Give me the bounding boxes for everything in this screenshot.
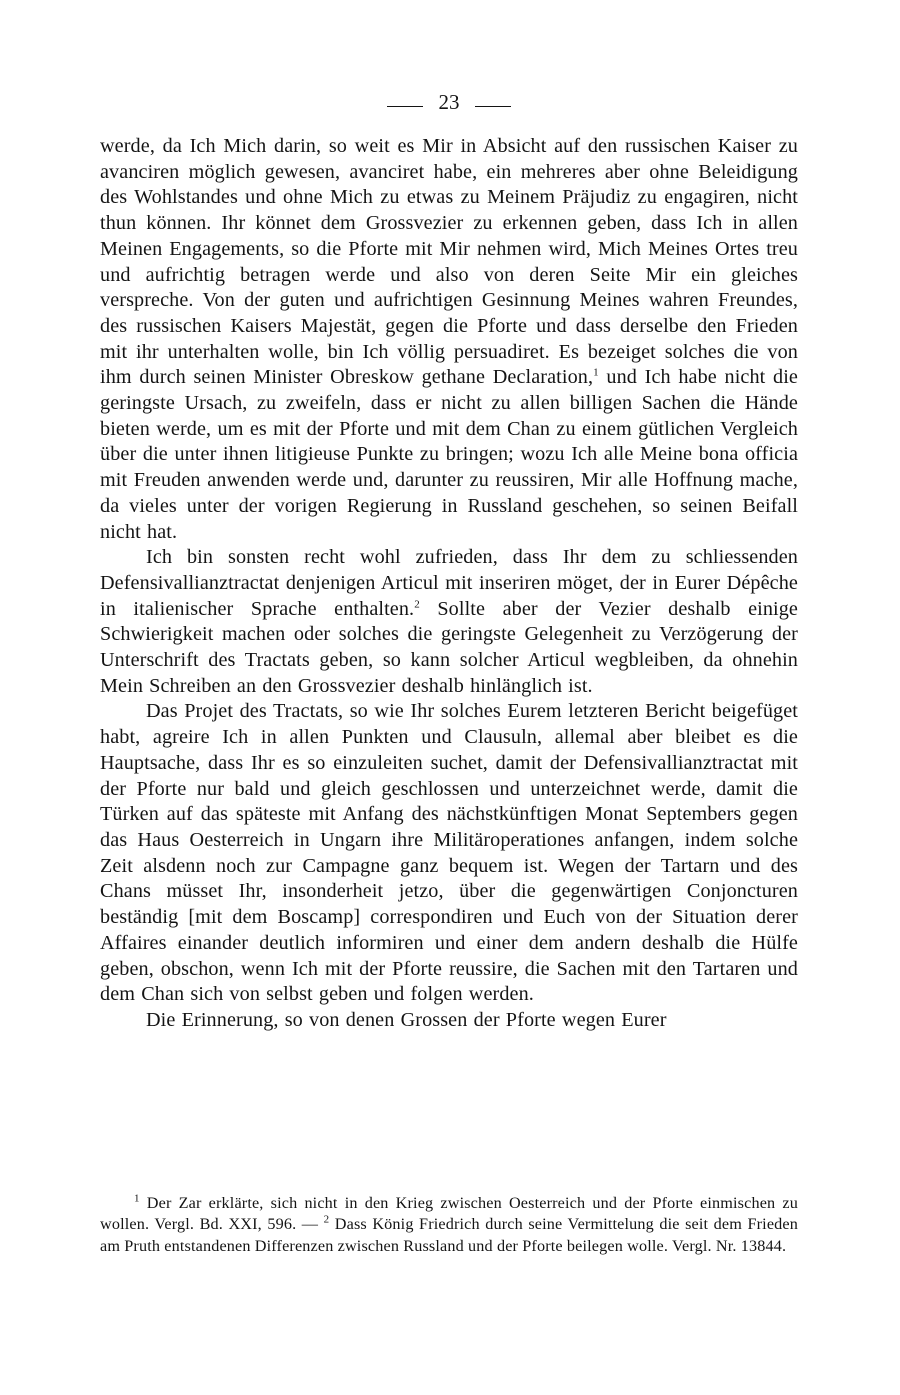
footnotes — [100, 1193, 798, 1257]
body-paragraph — [100, 134, 798, 545]
header-rule-right — [475, 106, 511, 107]
footnote-paragraph — [100, 1193, 798, 1257]
body-paragraph — [100, 699, 798, 1007]
text-run: werde, da Ich Mich darin, so weit es Mir in Absicht auf den russischen Kaiser zu avanciren möglich gewesen, avanciret habe, ein mehreres aber ohne Beleidigung des Wohlstandes und ohne Mich zu etwas zu Meinem Präjudiz zu engagiren, nicht thun können. Ihr könnet dem Grossvezier zu erkennen geben, dass Ich in allen Meinen Engagements, so die Pforte mit Mir nehmen wird, Mich Meines Ortes treu und aufrichtig betragen werde und also von deren Seite Mir ein gleiches verspreche. Von der guten und aufrichtigen Gesinnung Meines wahren Freundes, des russischen Kaisers Majestät, gegen die Pforte und dass derselbe den Frieden mit ihr unterhalten wolle, bin Ich völlig persuadiret. Es bezeiget solches die von ihm durch seinen Minister Obreskow gethane Declaration, — [100, 135, 798, 389]
footnote-marker: 2 — [323, 1214, 330, 1227]
page-header — [100, 88, 798, 134]
text-run: Das Projet des Tractats, so wie Ihr solches Eurem letzteren Bericht beigefüget habt, agreire Ich in allen Punkten und Clausuln, allemal aber bleibet es die Hauptsache, dass Ihr es so einzuleiten suchet, damit der Defensivallianztractat mit der Pforte nur bald und gleich geschlossen und unterzeichnet werde, damit die Türken auf das späteste mit Anfang des nächstkünftigen Monat Septembers gegen das Haus Oesterreich in Ungarn ihre Militäroperationes anfangen, indem solche Zeit alsdenn noch zur Campagne ganz bequem ist. Wegen der Tartarn und des Chans müsset Ihr, insonderheit jetzo, über die gegenwärtigen Conjoncturen beständig [mit dem Boscamp] correspondiren und Euch von der Situation derer Affaires einander deutlich informiren und einer dem andern deshalb die Hülfe geben, obschon, wenn Ich mit der Pforte reussire, die Sachen mit den Tartaren und dem Chan sich von selbst geben und folgen werden. — [100, 700, 798, 1006]
page — [100, 88, 798, 1034]
footnote-marker: 1 — [134, 1192, 140, 1205]
footnote-marker: 1 — [593, 366, 599, 379]
text-run: Dass König Friedrich durch seine Vermittelung die seit dem Frieden am Pruth entstandenen Differenzen zwischen Russland und der Pforte beilegen wolle. Vergl. Nr. 13844. — [100, 1215, 798, 1255]
text-run: Der Zar erklärte, sich nicht in den Krieg zwischen Oesterreich und der Pforte einmischen zu wollen. Vergl. Bd. XXI, 596. — — [100, 1194, 798, 1234]
body-paragraph — [100, 545, 798, 699]
text-run: Die Erinnerung, so von denen Grossen der Pforte wegen Eurer — [146, 1008, 667, 1031]
text-run: Ich bin sonsten recht wohl zufrieden, dass Ihr dem zu schliessenden Defensivallianztractat denjenigen Articul mit inseriren möget, der in Eurer Dépêche in italienischer Sprache enthalten. — [100, 546, 798, 620]
body-paragraph — [100, 1008, 798, 1034]
text-run: und Ich habe nicht die geringste Ursach, zu zweifeln, dass er nicht zu allen billigen Sachen die Hände bieten werde, um es mit der Pforte und mit dem Chan zu einem gütlichen Vergleich über die unter ihnen litigieuse Punkte zu bringen; wozu Ich alle Meine bona officia mit Freuden anwenden werde und, darunter zu reussiren, Mir alle Hoffnung mache, da vieles unter der vorigen Regierung in Russland geschehen, so seinen Beifall nicht hat. — [100, 366, 798, 543]
footnote-marker: 2 — [414, 597, 420, 610]
header-rule-left — [387, 106, 423, 107]
page-number: 23 — [438, 90, 460, 114]
text-run: Sollte aber der Vezier deshalb einige Schwierigkeit machen oder solches die geringste Gelegenheit zu Verzögerung der Unterschrift des Tractats geben, so kann solcher Articul wegbleiben, da ohnehin Mein Schreiben an den Grossvezier deshalb hinlänglich ist. — [100, 597, 798, 697]
body-text — [100, 134, 798, 1034]
